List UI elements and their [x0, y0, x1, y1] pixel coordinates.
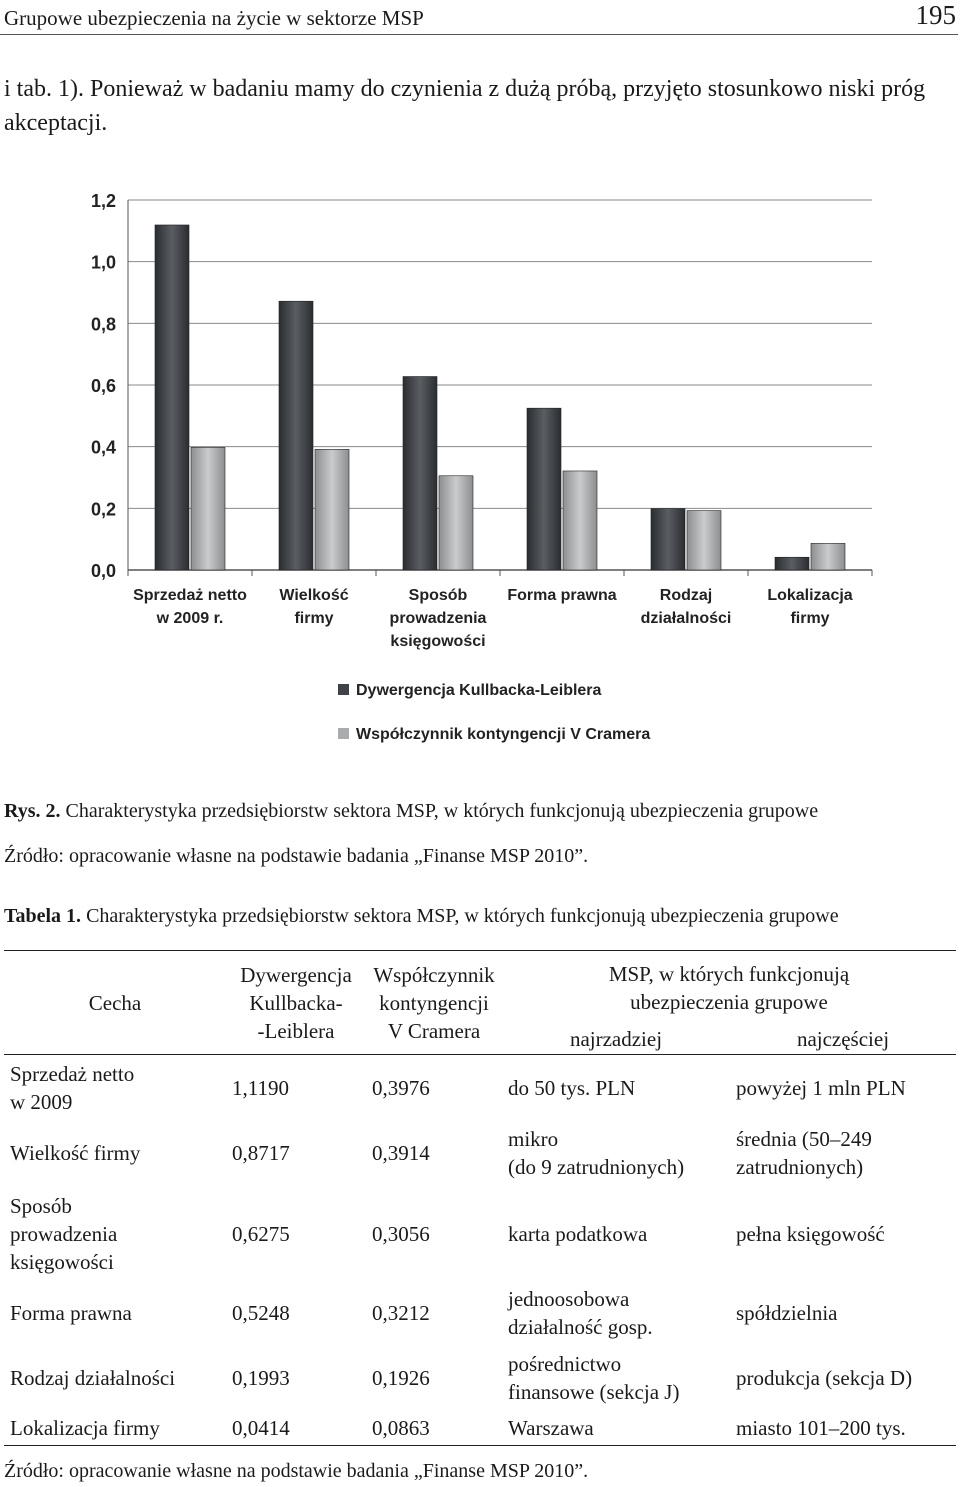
body-paragraph: i tab. 1). Ponieważ w badaniu mamy do czynienia z dużą próbą, przyjęto stosunkowo niski próg akceptacji.	[4, 76, 926, 136]
cell-cramer-v: 0,3056	[372, 1221, 430, 1246]
legend-label: Współczynnik kontyngencji V Cramera	[356, 726, 651, 743]
cell-cramer-v: 0,1926	[372, 1365, 430, 1390]
header-cramer-v: Współczynnik kontyngencji V Cramera	[366, 951, 502, 1055]
cell-most: miasto 101–200 tys.	[730, 1411, 956, 1446]
bar-cramer-v	[439, 476, 473, 570]
x-category-label	[390, 587, 487, 650]
bar-kullback-leibler	[403, 377, 437, 570]
cell-cramer-v: 0,0863	[366, 1411, 502, 1446]
cell-rarest: do 50 tys. PLN	[508, 1075, 636, 1100]
table-row	[4, 1345, 956, 1411]
x-category-label-line: Sprzedaż netto	[133, 587, 247, 604]
bar-kullback-leibler	[155, 225, 189, 570]
table-source: Źródło: opracowanie własne na podstawie badania „Finanse MSP 2010”.	[4, 1460, 589, 1482]
bar-kullback-leibler	[527, 408, 561, 570]
cell-cramer-v: 0,3212	[372, 1301, 430, 1325]
header-msp: MSP, w których funkcjonują ubezpieczenia grupowe	[502, 951, 956, 1025]
table-caption	[4, 905, 839, 928]
cell-most: pełna księgowość	[736, 1221, 885, 1246]
x-category-label-line: w 2009 r.	[156, 610, 224, 627]
y-tick-label: 0,6	[90, 376, 116, 396]
cell-rarest: pośrednictwo finansowe (sekcja J)	[508, 1351, 680, 1404]
x-category-label	[279, 587, 348, 627]
bar-chart	[70, 180, 890, 760]
bar-cramer-v	[563, 471, 597, 570]
bar-kullback-leibler	[651, 509, 685, 570]
cell-cramer-v: 0,3976	[372, 1075, 430, 1100]
cell-cecha: Lokalizacja firmy	[4, 1411, 226, 1446]
cell-cramer-v: 0,3914	[372, 1141, 430, 1165]
table-caption-label: Tabela 1.	[4, 905, 82, 927]
figure-source: Źródło: opracowanie własne na podstawie badania „Finanse MSP 2010”.	[4, 845, 589, 867]
table-row	[4, 1186, 956, 1282]
running-title: Grupowe ubezpieczenia na życie w sektorze MSP	[4, 6, 424, 30]
bar-cramer-v	[687, 511, 721, 570]
cell-kullback-leibler: 0,6275	[232, 1221, 290, 1246]
bar-cramer-v	[315, 449, 349, 570]
figure-caption	[4, 800, 818, 823]
x-category-label-line: firmy	[294, 610, 334, 627]
table-row	[4, 1055, 956, 1121]
y-tick-label: 0,8	[90, 314, 116, 335]
legend-label: Dywergencja Kullbacka-Leiblera	[356, 682, 602, 699]
header-most: najczęściej	[730, 1025, 956, 1055]
cell-kullback-leibler: 0,0414	[226, 1411, 366, 1446]
y-tick-label: 1,0	[90, 252, 116, 273]
y-tick-label: 0,4	[90, 437, 116, 458]
y-tick-label: 0,2	[90, 499, 116, 520]
x-category-label-line: księgowości	[390, 633, 486, 650]
x-category-label-line: firmy	[790, 610, 830, 627]
cell-kullback-leibler: 0,1993	[232, 1365, 290, 1390]
x-category-label	[767, 587, 852, 627]
x-category-label-line: działalności	[640, 610, 732, 627]
cell-kullback-leibler: 1,1190	[232, 1075, 289, 1100]
cell-rarest: jednoosobowa działalność gosp.	[508, 1287, 653, 1339]
y-tick-label: 1,2	[90, 191, 116, 211]
cell-kullback-leibler: 0,5248	[232, 1301, 290, 1325]
x-category-label-line: Wielkość	[279, 587, 349, 604]
page-header	[0, 0, 958, 35]
legend-swatch	[338, 728, 349, 739]
cell-cecha: Rodzaj działalności	[10, 1365, 176, 1390]
bar-kullback-leibler	[279, 301, 313, 570]
cell-most: powyżej 1 mln PLN	[736, 1075, 906, 1100]
legend-swatch	[338, 684, 349, 695]
x-category-label-line: Sposób	[408, 587, 468, 604]
table-row	[4, 1282, 956, 1345]
header-kullback-leibler: Dywergencja Kullbacka- -Leiblera	[226, 951, 366, 1055]
bar-cramer-v	[191, 447, 225, 570]
figure-caption-text: Charakterystyka przedsiębiorstw sektora MSP, w których funkcjonują ubezpieczenia grupowe	[65, 800, 819, 822]
data-table	[4, 950, 956, 1446]
cell-cecha: Wielkość firmy	[10, 1141, 141, 1165]
x-category-label-line: prowadzenia	[389, 610, 487, 627]
header-rarest: najrzadziej	[502, 1025, 730, 1055]
x-category-label	[133, 587, 247, 627]
x-category-label-line: Forma prawna	[507, 587, 617, 604]
cell-most: średnia (50–249 zatrudnionych)	[736, 1127, 872, 1179]
x-category-label	[507, 587, 616, 604]
cell-most: spółdzielnia	[736, 1301, 838, 1325]
table-row	[4, 1121, 956, 1186]
cell-cecha: Sposób prowadzenia księgowości	[10, 1193, 118, 1274]
cell-cecha: Forma prawna	[10, 1301, 132, 1325]
bar-cramer-v	[811, 543, 845, 570]
x-category-label	[641, 587, 732, 627]
header-cecha: Cecha	[4, 951, 226, 1055]
x-category-label-line: Lokalizacja	[767, 587, 853, 604]
table-caption-text: Charakterystyka przedsiębiorstw sektora MSP, w których funkcjonują ubezpieczenia grupowe	[86, 905, 839, 927]
cell-cecha: Sprzedaż netto w 2009	[10, 1061, 135, 1114]
cell-rarest: mikro (do 9 zatrudnionych)	[508, 1127, 685, 1179]
figure-caption-label: Rys. 2.	[4, 800, 61, 822]
bar-kullback-leibler	[775, 557, 809, 570]
table-row	[4, 1411, 956, 1446]
page-number: 195	[915, 0, 956, 30]
table-header-row	[4, 951, 956, 1025]
cell-rarest: Warszawa	[502, 1411, 730, 1446]
cell-rarest: karta podatkowa	[508, 1221, 648, 1246]
y-tick-label: 0,0	[90, 561, 116, 581]
cell-most: produkcja (sekcja D)	[736, 1365, 913, 1390]
cell-kullback-leibler: 0,8717	[232, 1141, 290, 1165]
x-category-label-line: Rodzaj	[659, 587, 713, 604]
